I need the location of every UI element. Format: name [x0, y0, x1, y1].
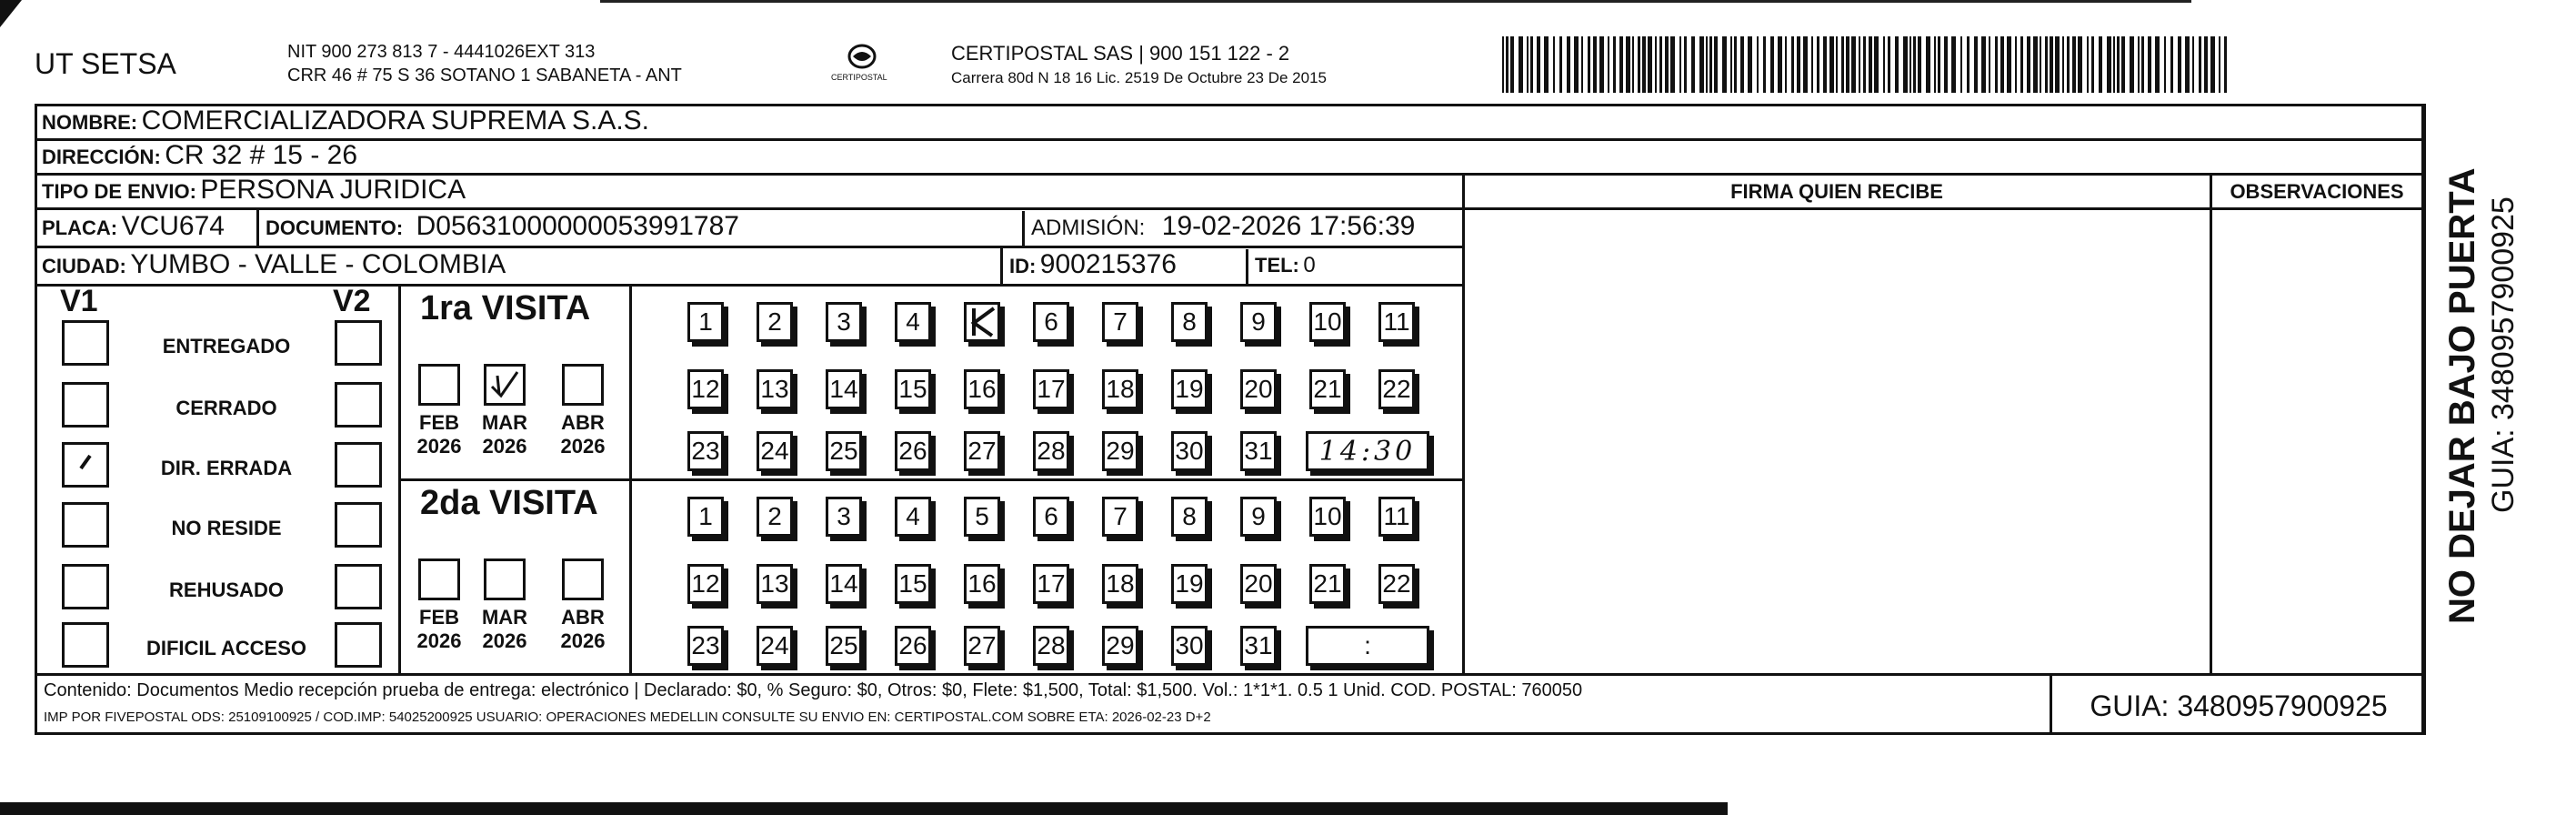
visit1-title: 1ra VISITA — [420, 289, 591, 327]
direccion-value: CR 32 # 15 - 26 — [165, 140, 358, 170]
visit1-day-10[interactable]: 10 — [1309, 302, 1346, 342]
visit2-day-20[interactable]: 20 — [1240, 564, 1277, 604]
visit2-month-label: MAR 2026 — [481, 606, 528, 652]
visit1-day-1[interactable]: 1 — [687, 302, 724, 342]
placa-label: PLACA: — [42, 216, 118, 239]
visit1-day-26[interactable]: 26 — [895, 431, 931, 471]
v2-checkbox-4[interactable] — [335, 502, 382, 548]
placa-row — [42, 211, 225, 242]
scan-shadow-bottom — [0, 802, 1728, 815]
visit2-title: 2da VISITA — [420, 484, 598, 522]
visit2-month-checkbox-feb[interactable] — [418, 558, 460, 600]
admision-value: 19-02-2026 17:56:39 — [1161, 211, 1416, 241]
ciudad-row — [42, 249, 506, 280]
check-mark-icon — [967, 305, 997, 339]
documento-row — [266, 211, 739, 242]
visit2-day-19[interactable]: 19 — [1171, 564, 1208, 604]
reason-label: CERRADO — [175, 397, 277, 419]
v2-label: V2 — [333, 284, 371, 318]
visit1-day-5[interactable] — [964, 302, 1000, 342]
v1-label: V1 — [60, 284, 98, 318]
firma-label: FIRMA QUIEN RECIBE — [1730, 180, 1943, 203]
placa-value: VCU674 — [121, 211, 225, 241]
side-guia: GUIA: 3480957900925 — [2486, 196, 2521, 513]
visit1-day-8[interactable]: 8 — [1171, 302, 1208, 342]
visit1-day-24[interactable]: 24 — [757, 431, 793, 471]
v2-checkbox-5[interactable] — [335, 564, 382, 609]
visit2-day-23[interactable]: 23 — [687, 626, 724, 666]
visit2-day-5[interactable]: 5 — [964, 497, 1000, 537]
visit2-day-22[interactable]: 22 — [1378, 564, 1415, 604]
v2-checkbox-1[interactable] — [335, 320, 382, 366]
tel-row — [1255, 253, 1316, 278]
id-label: ID: — [1009, 255, 1037, 277]
tel-value: 0 — [1303, 253, 1316, 277]
visit1-month-label: ABR 2026 — [560, 411, 606, 458]
reason-label: DIR. ERRADA — [160, 457, 293, 479]
visit2-day-15[interactable]: 15 — [895, 564, 931, 604]
documento-label: DOCUMENTO: — [266, 216, 404, 239]
ciudad-value: YUMBO - VALLE - COLOMBIA — [130, 249, 506, 279]
direccion-label: DIRECCIÓN: — [42, 146, 161, 168]
direccion-row — [42, 140, 357, 171]
visit1-month-label: FEB 2026 — [416, 411, 462, 458]
scan-line-top — [600, 0, 2191, 3]
nombre-label: NOMBRE: — [42, 111, 138, 134]
ciudad-label: CIUDAD: — [42, 255, 126, 277]
visit2-month-checkbox-abr[interactable] — [562, 558, 604, 600]
visit1-day-25[interactable]: 25 — [826, 431, 862, 471]
nit-line: NIT 900 273 813 7 - 4441026EXT 313 — [287, 42, 596, 62]
visit1-day-12[interactable]: 12 — [687, 369, 724, 409]
visit2-day-29[interactable]: 29 — [1102, 626, 1138, 666]
visit2-day-26[interactable]: 26 — [895, 626, 931, 666]
v2-checkbox-2[interactable] — [335, 382, 382, 428]
visit2-day-10[interactable]: 10 — [1309, 497, 1346, 537]
nombre-value: COMERCIALIZADORA SUPREMA S.A.S. — [141, 106, 650, 136]
visit1-day-9[interactable]: 9 — [1240, 302, 1277, 342]
id-row — [1009, 249, 1177, 280]
company-name: UT SETSA — [35, 47, 176, 80]
visit2-day-14[interactable]: 14 — [826, 564, 862, 604]
visit2-day-31[interactable]: 31 — [1240, 626, 1277, 666]
visit1-day-22[interactable]: 22 — [1378, 369, 1415, 409]
visit1-month-checkbox-mar[interactable] — [484, 364, 526, 406]
v2-checkbox-6[interactable] — [335, 622, 382, 668]
visit1-day-29[interactable]: 29 — [1102, 431, 1138, 471]
logo-text: CERTIPOSTAL — [831, 73, 887, 82]
visit1-day-23[interactable]: 23 — [687, 431, 724, 471]
visit1-day-27[interactable]: 27 — [964, 431, 1000, 471]
address-line: CRR 46 # 75 S 36 SOTANO 1 SABANETA - ANT — [287, 65, 682, 86]
visit2-day-8[interactable]: 8 — [1171, 497, 1208, 537]
license-line: Carrera 80d N 18 16 Lic. 2519 De Octubre 23 De 2015 — [951, 69, 1327, 86]
visit2-month-checkbox-mar[interactable] — [484, 558, 526, 600]
visit2-time-field[interactable]: : — [1306, 626, 1429, 666]
documento-value: D05631000000053991787 — [416, 211, 739, 241]
visit2-day-18[interactable]: 18 — [1102, 564, 1138, 604]
v1-checkbox-4[interactable] — [62, 502, 109, 548]
side-warning: NO DEJAR BAJO PUERTA — [2442, 167, 2482, 624]
visit2-month-label: FEB 2026 — [416, 606, 462, 652]
visit1-day-13[interactable]: 13 — [757, 369, 793, 409]
visit1-month-checkbox-abr[interactable] — [562, 364, 604, 406]
visit1-day-2[interactable]: 2 — [757, 302, 793, 342]
v1-checkbox-5[interactable] — [62, 564, 109, 609]
check-mark-icon — [486, 367, 523, 403]
v2-checkbox-3[interactable] — [335, 442, 382, 488]
scan-shadow-top — [0, 0, 22, 27]
visit1-day-11[interactable]: 11 — [1378, 302, 1415, 342]
tipo-value: PERSONA JURIDICA — [200, 175, 466, 205]
visit1-day-20[interactable]: 20 — [1240, 369, 1277, 409]
visit1-day-17[interactable]: 17 — [1033, 369, 1069, 409]
visit2-month-label: ABR 2026 — [560, 606, 606, 652]
admision-row — [1031, 211, 1415, 242]
visit1-day-14[interactable]: 14 — [826, 369, 862, 409]
reason-label: NO RESIDE — [171, 517, 282, 539]
visit2-day-17[interactable]: 17 — [1033, 564, 1069, 604]
tipo-label: TIPO DE ENVIO: — [42, 180, 196, 203]
visit1-day-4[interactable]: 4 — [895, 302, 931, 342]
visit1-day-28[interactable]: 28 — [1033, 431, 1069, 471]
visit1-day-6[interactable]: 6 — [1033, 302, 1069, 342]
visit1-time-field[interactable]: 14:30 — [1306, 431, 1429, 471]
visit2-day-27[interactable]: 27 — [964, 626, 1000, 666]
visit1-day-15[interactable]: 15 — [895, 369, 931, 409]
visit2-day-25[interactable]: 25 — [826, 626, 862, 666]
footer-line2: IMP POR FIVEPOSTAL ODS: 25109100925 / COD.IMP: 54025200925 USUARIO: OPERACIONES MEDELLIN CONSULTE SU ENVIO EN: CERTIPOSTAL.COM SOBRE ETA: 2026-02-23 D+2 — [44, 709, 1211, 725]
carrier-line: CERTIPOSTAL SAS | 900 151 122 - 2 — [951, 42, 1290, 65]
tipo-row — [42, 175, 466, 206]
visit1-day-3[interactable]: 3 — [826, 302, 862, 342]
v1-checkbox-6[interactable] — [62, 622, 109, 668]
visit2-day-1[interactable]: 1 — [687, 497, 724, 537]
visit1-day-7[interactable]: 7 — [1102, 302, 1138, 342]
admision-label: ADMISIÓN: — [1031, 216, 1146, 240]
visit2-day-4[interactable]: 4 — [895, 497, 931, 537]
footer-guia: GUIA: 3480957900925 — [2090, 689, 2388, 722]
reason-label: DIFICIL ACCESO — [145, 637, 306, 659]
visit1-day-30[interactable]: 30 — [1171, 431, 1208, 471]
visit2-day-21[interactable]: 21 — [1309, 564, 1346, 604]
observaciones-label: OBSERVACIONES — [2230, 180, 2404, 203]
visit1-day-19[interactable]: 19 — [1171, 369, 1208, 409]
reason-label: REHUSADO — [169, 579, 284, 601]
visit2-day-3[interactable]: 3 — [826, 497, 862, 537]
visit2-day-13[interactable]: 13 — [757, 564, 793, 604]
visit1-month-checkbox-feb[interactable] — [418, 364, 460, 406]
visit2-day-30[interactable]: 30 — [1171, 626, 1208, 666]
barcode — [1502, 36, 2237, 93]
visit2-day-9[interactable]: 9 — [1240, 497, 1277, 537]
visit1-day-31[interactable]: 31 — [1240, 431, 1277, 471]
visit2-day-24[interactable]: 24 — [757, 626, 793, 666]
footer-line1: Contenido: Documentos Medio recepción prueba de entrega: electrónico | Declarado: $0, % Seguro: $0, Otros: $0, Flete: $1,500, Total: $1,500. Vol.: 1*1*1. 0.5 1 Unid. COD. POSTAL: 760050 — [44, 680, 1583, 700]
visit1-day-16[interactable]: 16 — [964, 369, 1000, 409]
nombre-row — [42, 106, 649, 136]
v1-checkbox-1[interactable] — [62, 320, 109, 366]
id-value: 900215376 — [1039, 249, 1177, 279]
reason-label: ENTREGADO — [162, 335, 291, 357]
certipostal-logo — [831, 38, 889, 93]
visit2-day-28[interactable]: 28 — [1033, 626, 1069, 666]
check-mark-icon — [65, 445, 106, 485]
visit2-day-11[interactable]: 11 — [1378, 497, 1415, 537]
visit1-month-label: MAR 2026 — [481, 411, 528, 458]
visit2-day-6[interactable]: 6 — [1033, 497, 1069, 537]
visit1-day-18[interactable]: 18 — [1102, 369, 1138, 409]
visit2-day-2[interactable]: 2 — [757, 497, 793, 537]
v1-checkbox-2[interactable] — [62, 382, 109, 428]
visit2-day-16[interactable]: 16 — [964, 564, 1000, 604]
visit2-day-7[interactable]: 7 — [1102, 497, 1138, 537]
visit1-day-21[interactable]: 21 — [1309, 369, 1346, 409]
v1-checkbox-3[interactable] — [62, 442, 109, 488]
visit2-day-12[interactable]: 12 — [687, 564, 724, 604]
tel-label: TEL: — [1255, 254, 1299, 277]
